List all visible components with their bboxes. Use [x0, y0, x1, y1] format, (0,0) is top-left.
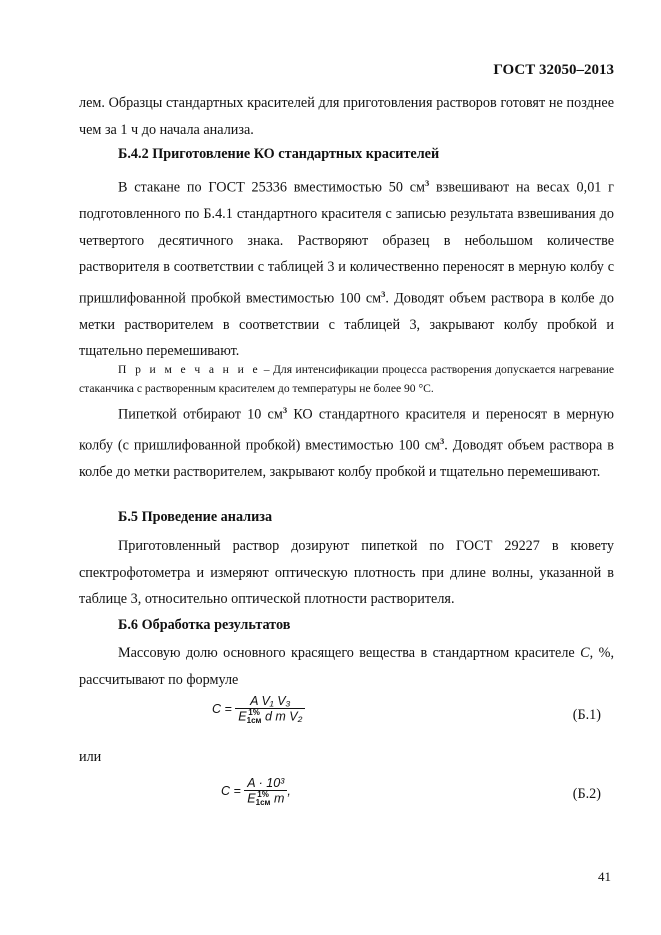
note-paragraph: П р и м е ч а н и е – Для интенсификации процесса растворения допускается нагревание стаканчика с растворенным красителем до температуры не более 90 °С.: [79, 363, 614, 395]
paragraph-b42-2: Пипеткой отбирают 10 $см^3$ КО стандартного красителя и переносят в мерную колбу (с пришлифованной пробкой) вместимостью 100 $см^3$. Доводят объем раствора в колбе до метки растворителем, закрывают колбу пробкой и тщательно перемешивают.: [79, 405, 614, 481]
equation-number-b2: (Б.2): [572, 786, 601, 802]
paragraph-b6: Массовую долю основного красящего вещества в стандартном красителе С, %, рассчитывают по формуле: [79, 645, 614, 688]
paragraph-b42-1: В стакане по ГОСТ 25336 вместимостью 50 $см^3$ взвешивают на весах 0,01 г подготовленного по Б.4.1 стандартного красителя с записью результата взвешивания до четвертого десятичного знака. Растворяют образец в небольшом количестве растворителя в соответствии с таблицей 3 и количественно переносят в мерную колбу с пришлифованной пробкой вместимостью 100 $см^3$. Доводят объем раствора в колбе до метки растворителем в соответствии с таблицей 3, закрывают колбу пробкой и тщательно перемешивают.: [79, 178, 614, 360]
standard-header: ГОСТ 32050–2013: [493, 62, 614, 78]
equation-number-b1: (Б.1): [572, 707, 601, 723]
formula-b1: С = A V₁ V₃ E 1% 1см d m V₂: [212, 694, 305, 725]
heading-b42: Б.4.2 Приготовление КО стандартных красителей: [118, 146, 440, 162]
intro-paragraph: лем. Образцы стандартных красителей для приготовления растворов готовят не позднее чем за 1 ч до начала анализа.: [79, 95, 614, 138]
formula-b2-fraction: A · 10³ E 1% 1см m: [244, 776, 287, 807]
heading-b5: Б.5 Проведение анализа: [118, 509, 273, 525]
heading-b6: Б.6 Обработка результатов: [118, 617, 291, 633]
or-text: или: [79, 749, 102, 765]
formula-b1-fraction: A V₁ V₃ E 1% 1см d m V₂: [235, 694, 305, 725]
paragraph-b5: Приготовленный раствор дозируют пипеткой по ГОСТ 29227 в кювету спектрофотометра и измеряют оптическую плотность при длине волны, указанной в таблице 3, относительно оптической плотности растворителя.: [79, 538, 614, 607]
page-number: 41: [598, 869, 611, 884]
formula-b2: С = A · 10³ E 1% 1см m ,: [221, 776, 291, 807]
